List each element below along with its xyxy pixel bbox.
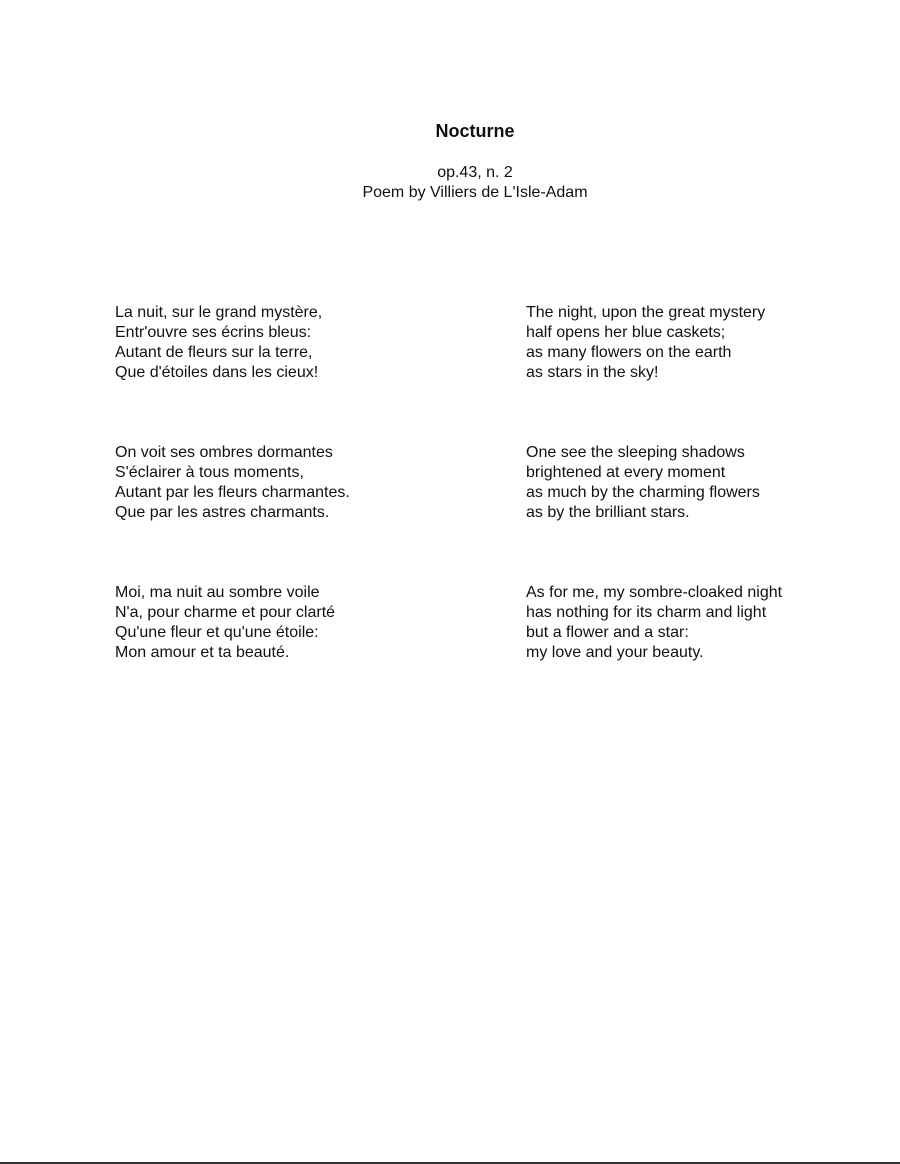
verse-line: Autant de fleurs sur la terre, [115,344,313,361]
verse-line: Entr'ouvre ses écrins bleus: [115,324,312,341]
opus-number: op.43, n. 2 [437,164,513,181]
french-stanza-1 [115,303,350,443]
french-stanza-2 [115,443,350,583]
verse-line: The night, upon the great mystery [526,304,766,321]
verse-line: On voit ses ombres dormantes [115,444,333,461]
verse-line: has nothing for its charm and light [526,604,767,621]
english-stanza-3 [526,583,782,723]
verse-line: but a flower and a star: [526,624,689,641]
verse-line: S'éclairer à tous moments, [115,464,304,481]
verse-line: La nuit, sur le grand mystère, [115,304,323,321]
verse-line: my love and your beauty. [526,644,704,661]
french-stanza-3 [115,583,350,723]
verse-line: Qu'une fleur et qu'une étoile: [115,624,319,641]
english-translation-column [526,303,782,723]
verse-line: One see the sleeping shadows [526,444,745,461]
verse-line: Mon amour et ta beauté. [115,644,290,661]
verse-line: as stars in the sky! [526,364,659,381]
verse-line: as much by the charming flowers [526,484,760,501]
verse-line: half opens her blue caskets; [526,324,726,341]
verse-line: N'a, pour charme et pour clarté [115,604,336,621]
verse-line: Que d'étoiles dans les cieux! [115,364,319,381]
french-text-column [115,303,350,723]
verse-line: As for me, my sombre-cloaked night [526,584,783,601]
verse-line: as by the brilliant stars. [526,504,690,521]
verse-line: brightened at every moment [526,464,726,481]
poet-credit: Poem by Villiers de L'Isle-Adam [362,184,588,201]
verse-line: as many flowers on the earth [526,344,732,361]
page-title: Nocturne [435,121,515,141]
verse-line: Que par les astres charmants. [115,504,330,521]
english-stanza-2 [526,443,782,583]
verse-line: Moi, ma nuit au sombre voile [115,584,320,601]
english-stanza-1 [526,303,782,443]
verse-line: Autant par les fleurs charmantes. [115,484,350,501]
